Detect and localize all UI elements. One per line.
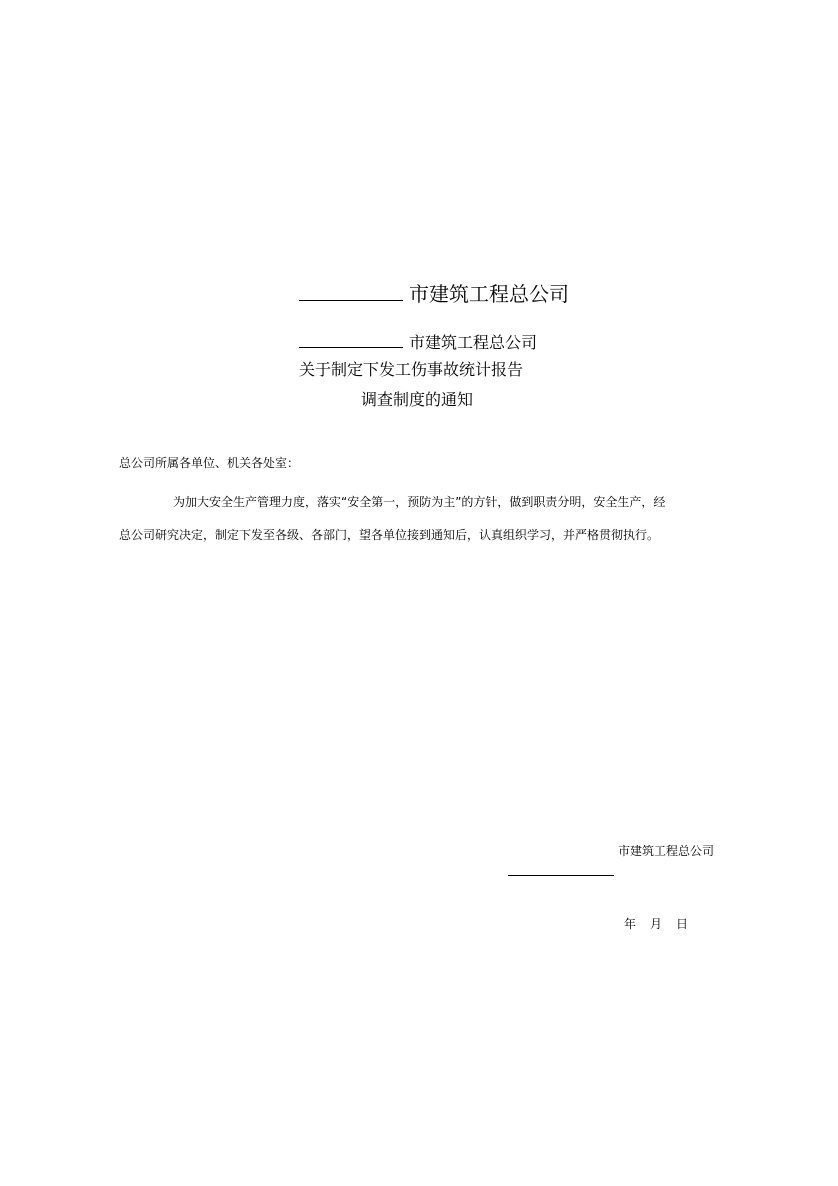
- company-name-blank: [299, 278, 403, 301]
- date-month: 月: [650, 917, 663, 931]
- date-line: [624, 916, 688, 932]
- issuer-name-blank: [299, 329, 403, 348]
- date-day: 日: [676, 917, 689, 931]
- signature-company: 市建筑工程总公司: [618, 844, 715, 858]
- notice-title-line-1: 关于制定下发工伤事故统计报告: [299, 360, 524, 379]
- company-heading: [299, 278, 569, 307]
- body-paragraph-text: 为加大安全生产管理力度，落实“安全第一，预防为主”的方针，做到职责分明，安全生产，经总公司研究决定，制定下发至各级、各部门，望各单位接到通知后，认真组织学习，并严格贯彻执行。: [119, 495, 666, 542]
- signature-blank: [508, 875, 614, 876]
- notice-title-line-2: 调查制度的通知: [361, 390, 474, 409]
- body-paragraph: [119, 486, 671, 552]
- date-year: 年: [624, 917, 637, 931]
- notice-title: [299, 329, 559, 413]
- salutation: 总公司所属各单位、机关各处室：: [119, 456, 300, 470]
- notice-issuer: 市建筑工程总公司: [409, 333, 538, 352]
- company-heading-text: 市建筑工程总公司: [409, 282, 569, 306]
- notice-issuer-line: [299, 329, 559, 356]
